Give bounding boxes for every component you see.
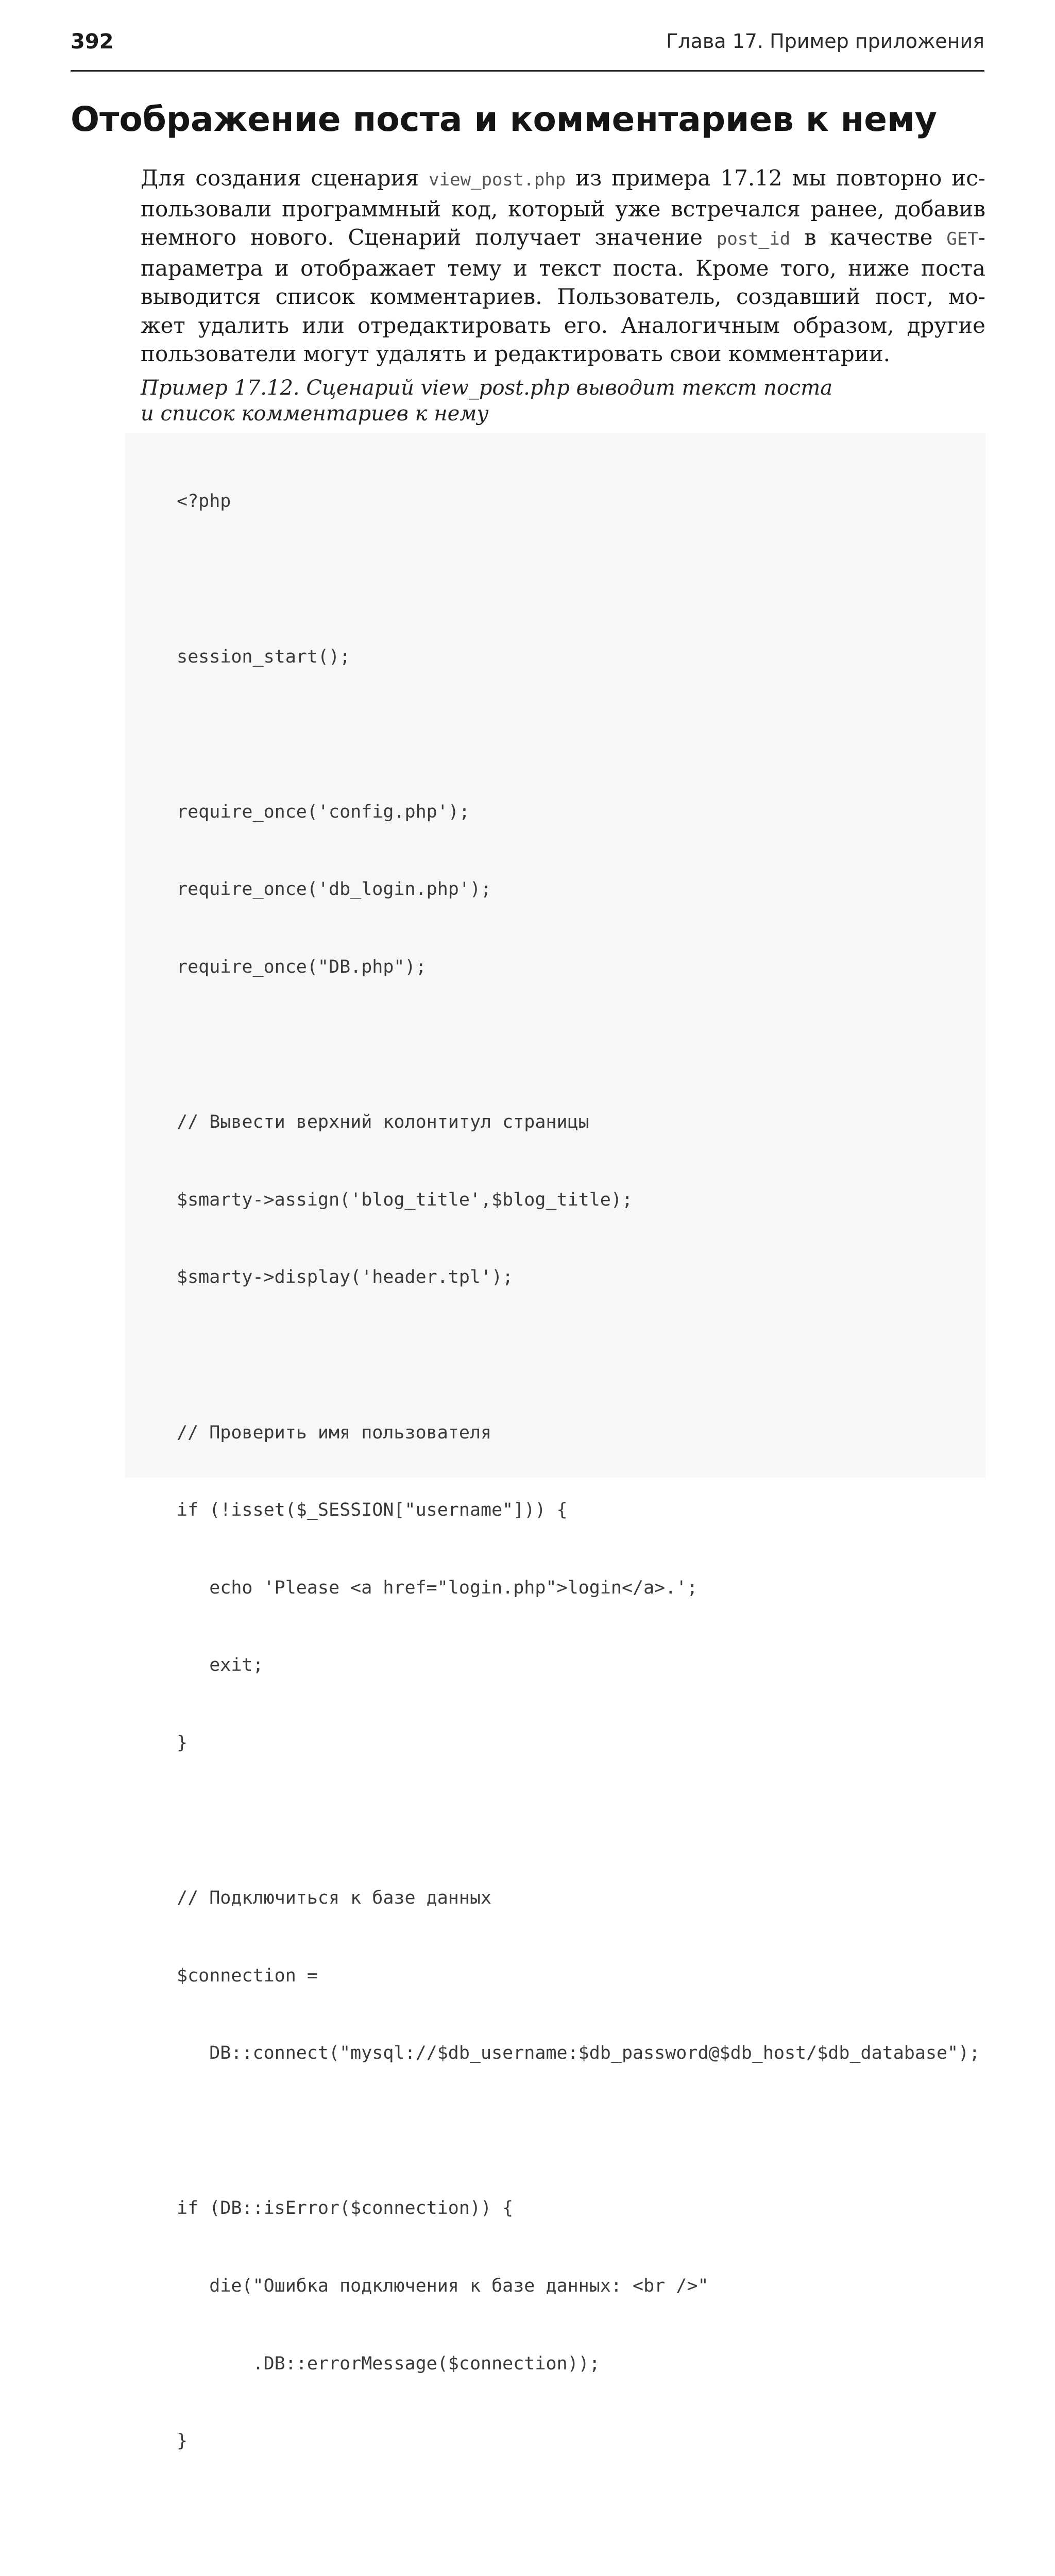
body-line: пользовали программный код, который уже встречался ранее, добавив — [141, 196, 985, 222]
code-line: require_once('config.php'); — [177, 801, 470, 822]
code-line — [177, 1342, 1001, 1368]
code-line: } — [177, 2431, 188, 2452]
page-number: 392 — [71, 30, 114, 54]
section-title: Отображение поста и комментариев к нему — [71, 99, 937, 139]
inline-code-filename: view_post.php — [429, 170, 566, 190]
inline-code-get: GET — [946, 229, 978, 249]
body-line: выводится список комментариев. Пользователь, создавший пост, мо- — [141, 284, 985, 309]
code-line — [177, 1032, 1001, 1058]
code-line: .DB::errorMessage($connection)); — [177, 2353, 600, 2374]
code-line — [177, 1808, 1001, 1834]
code-line — [177, 2506, 1001, 2532]
body-text-run: в качестве — [790, 225, 947, 250]
code-line: session_start(); — [177, 646, 351, 667]
code-line: if (DB::isError($connection)) { — [177, 2198, 514, 2219]
body-text-run: из примера 17.12 мы повторно ис- — [566, 165, 985, 191]
code-line: // Проверить имя пользователя — [177, 1422, 492, 1443]
code-line: $connection = — [177, 1965, 318, 1986]
code-line: require_once("DB.php"); — [177, 956, 427, 977]
running-head: Глава 17. Пример приложения — [666, 30, 984, 53]
example-caption — [141, 375, 985, 427]
code-line: require_once('db_login.php'); — [177, 879, 492, 900]
code-listing — [177, 437, 1001, 2576]
code-line: $smarty->assign('blog_title',$blog_title); — [177, 1189, 633, 1210]
body-line — [141, 164, 985, 195]
body-text-run: Для создания сценария — [141, 165, 429, 191]
caption-line: Пример 17.12. Сценарий view_post.php выводит текст поста — [141, 376, 833, 400]
code-line: $smarty->display('header.tpl'); — [177, 1267, 514, 1288]
body-line: пользователи могут удалять и редактировать свои комментарии. — [141, 341, 891, 366]
code-line — [177, 721, 1001, 747]
code-line: exit; — [177, 1655, 264, 1676]
code-line: // Вывести верхний колонтитул страницы — [177, 1112, 589, 1133]
body-line: параметра и отображает тему и текст поста. Кроме того, ниже поста — [141, 255, 985, 281]
code-line: DB::connect("mysql://$db_username:$db_password@$db_host/$db_database"); — [177, 2043, 980, 2064]
page-header — [71, 27, 984, 72]
body-line — [141, 223, 985, 254]
code-line: echo 'Please <a href="login.php">login</a>.'; — [177, 1577, 698, 1598]
body-paragraph — [141, 164, 985, 368]
body-text-run: немного нового. Сценарий получает значение — [141, 225, 717, 250]
code-line: die("Ошибка подключения к базе данных: <br />" — [177, 2276, 709, 2297]
code-line: <?php — [177, 491, 231, 512]
inline-code-post-id: post_id — [716, 229, 791, 249]
code-line: } — [177, 1732, 188, 1753]
code-line: if (!isset($_SESSION["username"])) { — [177, 1500, 568, 1521]
code-line — [177, 2118, 1001, 2144]
code-line — [177, 566, 1001, 592]
caption-line: и список комментариев к нему — [141, 402, 489, 426]
body-line: жет удалить или отредактировать его. Аналогичным образом, другие — [141, 312, 985, 338]
body-text-run: - — [978, 225, 985, 250]
code-line: // Подключиться к базе данных — [177, 1888, 492, 1909]
